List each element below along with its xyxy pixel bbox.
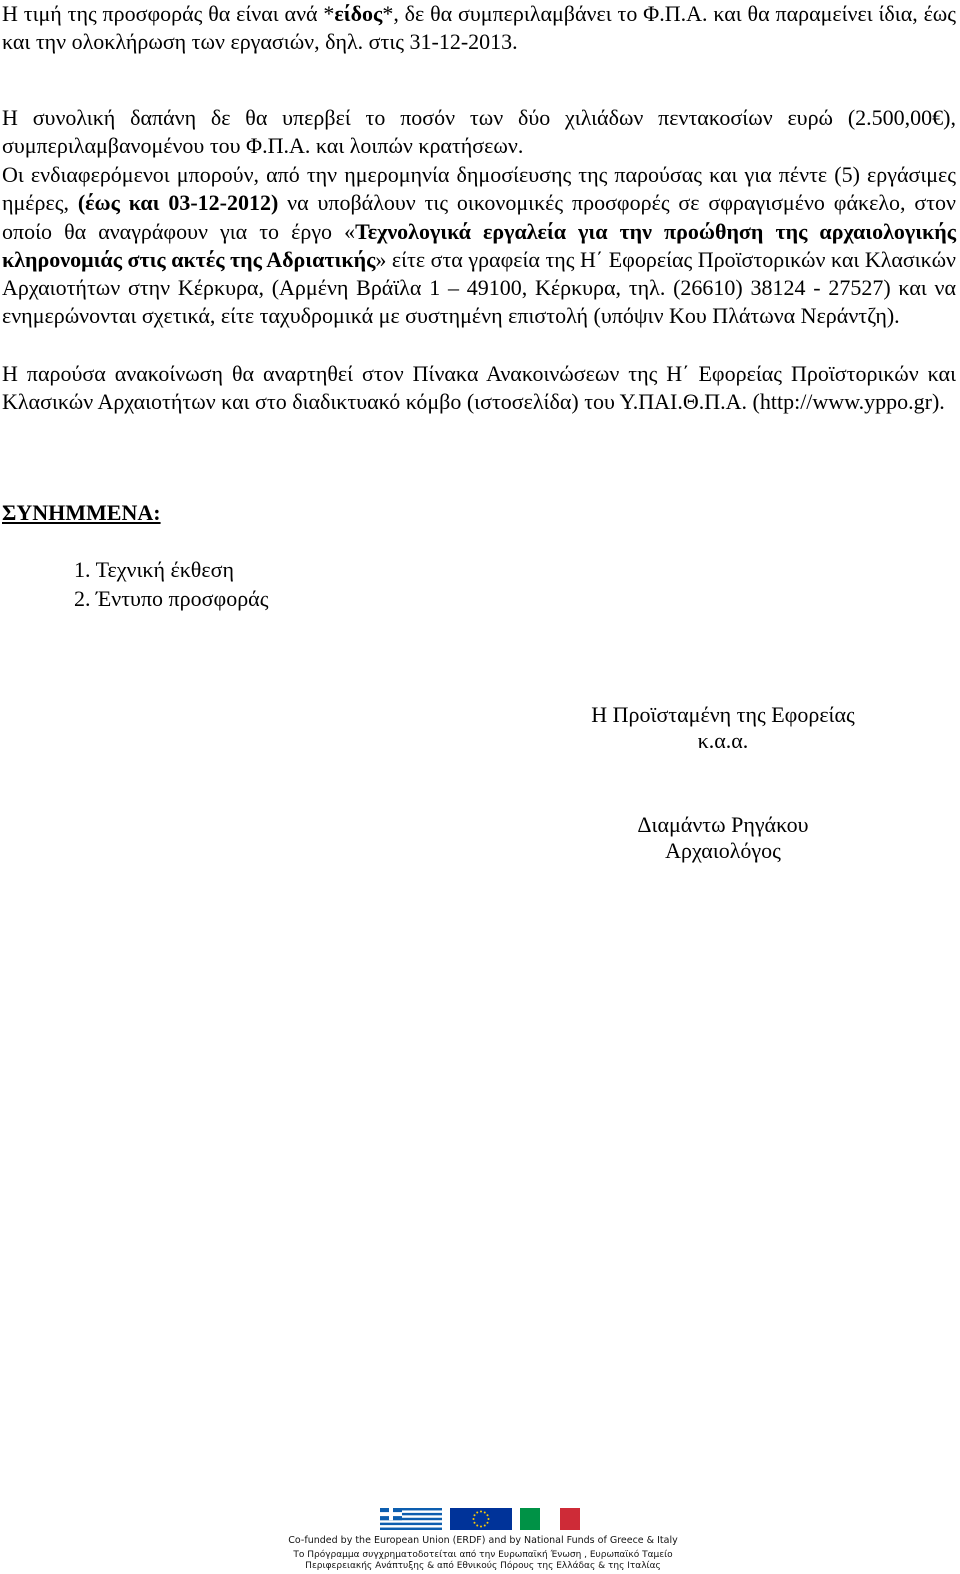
signature-role-block — [540, 702, 906, 754]
eu-star-icon — [474, 1514, 476, 1516]
eu-star-icon — [480, 1526, 482, 1528]
funding-line-english: Co-funded by the European Union (ERDF) and by National Funds of Greece & Italy — [288, 1535, 678, 1546]
eu-star-icon — [474, 1522, 476, 1524]
eu-flag-icon — [450, 1508, 512, 1530]
posting-paragraph: Η παρούσα ανακοίνωση θα αναρτηθεί στον Πίνακα Ανακοινώσεων της Η΄ Εφορείας Προϊστορικών και Κλασικών Αρχαιοτήτων και στο διαδικτυακό κόμβο (ιστοσελίδα) του Υ.ΠΑΙ.Θ.Π.Α. (http://www.yppo.gr). — [2, 361, 956, 415]
p3-deadline: (έως και 03-12-2012) — [77, 190, 279, 216]
attachments-list — [74, 556, 268, 613]
p3-text-a: Οι ενδιαφερόμενοι μπορούν, από την ημερομηνία δημοσίευσης της παρούσας και για πέντε (5) εργάσιμες ημέρες, — [2, 162, 956, 216]
attachments-heading: ΣΥΝΗΜΜΕΝΑ: — [2, 500, 161, 525]
eu-star-icon — [487, 1522, 489, 1524]
p1-text-a: Η τιμή της προσφοράς θα είναι ανά * — [2, 1, 335, 26]
offer-price-paragraph — [2, 0, 956, 57]
eu-star-icon — [488, 1518, 490, 1520]
eu-star-icon — [487, 1514, 489, 1516]
eu-star-icon — [480, 1511, 482, 1513]
greece-flag-icon — [380, 1508, 442, 1530]
attachment-item-2: 2. Έντυπο προσφοράς — [74, 585, 269, 611]
eu-star-icon — [473, 1518, 475, 1520]
eu-star-icon — [484, 1512, 486, 1514]
p3-text-c: να υποβάλουν τις οικονομικές προσφορές σε σφραγισμένο φάκελο, στον οποίο θα αναγράφουν για το έργο « — [2, 190, 956, 244]
p1-bold-item: είδος — [334, 1, 383, 26]
signature-title: Αρχαιολόγος — [665, 838, 781, 863]
eu-star-icon — [476, 1512, 478, 1514]
funding-footer — [0, 1500, 960, 1574]
funding-line-greek-2: Περιφερειακής Ανάπτυξης & από Εθνικούς Πόρους της Ελλάδας & της Ιταλίας — [305, 1561, 661, 1571]
signature-kaa: κ.α.α. — [697, 728, 749, 753]
p3-text-e: » είτε στα γραφεία της Η΄ Εφορείας Προϊστορικών και Κλασικών Αρχαιοτήτων στην Κέρκυρα, (Αρμένη Βράϊλα 1 – 49100, Κέρκυρα, τηλ. (26610) 38124 - 27527) και να ενημερώνονται σχετικά, είτε ταχυδρομικά με συστημένη επιστολή (υπόψιν Κου Πλάτωνα Νεράντζη). — [2, 246, 956, 329]
signature-name-block — [540, 812, 906, 864]
signature-name: Διαμάντω Ρηγάκου — [637, 812, 809, 837]
eu-star-icon — [476, 1525, 478, 1527]
signature-role: Η Προϊσταμένη της Εφορείας — [591, 702, 855, 727]
p1-text-b: *, δε θα συμπεριλαμβάνει το Φ.Π.Α. και θα παραμείνει ίδια, έως και την ολοκλήρωση των εργασιών, δηλ. στις 31-12-2013. — [2, 1, 957, 55]
p3-project-title: Τεχνολογικά εργαλεία για την προώθηση της αρχαιολογικής κληρονομιάς στις ακτές της Αδριατικής — [2, 218, 956, 272]
total-cost-paragraph: Η συνολική δαπάνη δε θα υπερβεί το ποσόν των δύο χιλιάδων πεντακοσίων ευρώ (2.500,00€), συμπεριλαμβανομένου του Φ.Π.Α. και λοιπών κρατήσεων. — [2, 105, 956, 159]
italy-flag-icon — [520, 1508, 580, 1530]
eu-star-icon — [484, 1525, 486, 1527]
attachment-item-1: 1. Τεχνική έκθεση — [74, 557, 234, 582]
submission-paragraph — [2, 161, 956, 331]
funding-line-greek-1: Το Πρόγραμμα συγχρηματοδοτείται από την Ευρωπαϊκή Ένωση , Ευρωπαϊκό Ταμείο — [293, 1550, 673, 1560]
